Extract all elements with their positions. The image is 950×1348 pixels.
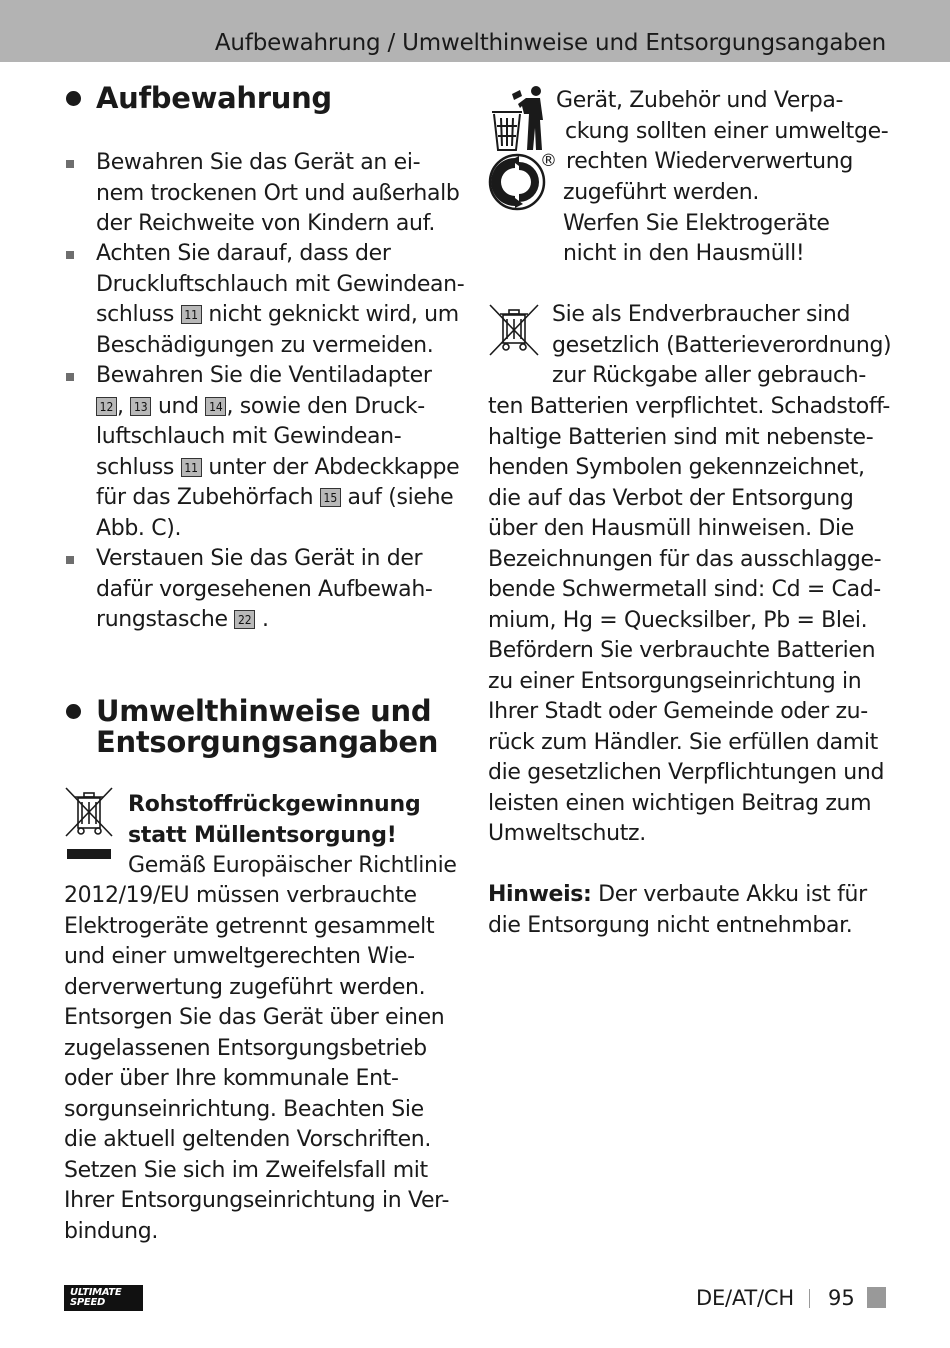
text-line: Druckluftschlauch mit Gewindean-	[96, 271, 465, 297]
square-bullet-icon	[66, 160, 74, 168]
text-line: nem trockenen Ort und außerhalb	[96, 180, 460, 206]
text-line: oder über Ihre kommunale Ent-	[64, 1066, 399, 1091]
battery-paragraph	[488, 392, 891, 850]
text-line: rück zum Händler. Sie erfüllen damit	[488, 729, 878, 755]
text-line	[96, 605, 476, 636]
text-line: Umweltschutz.	[488, 821, 646, 846]
battery-indented-lines	[552, 300, 891, 392]
text-line: haltige Batterien sind mit nebenste-	[488, 424, 874, 450]
text-line: Bewahren Sie das Gerät an ei-	[96, 150, 421, 175]
text-line: über den Hausmüll hinweisen. Die	[488, 516, 854, 541]
text-fragment: für das Zubehörfach	[96, 485, 314, 510]
text-line: Beschädigungen zu vermeiden.	[96, 332, 434, 358]
text-fragment: nicht geknickt wird, um	[208, 302, 459, 327]
text-line: Befördern Sie verbrauchte Batterien	[488, 638, 876, 663]
text-line: Verstauen Sie das Gerät in der	[96, 546, 423, 571]
text-line: Achten Sie darauf, dass der	[96, 241, 391, 266]
text-line: statt Müllentsorgung!	[128, 822, 397, 848]
crossed-out-wheelie-bin-icon	[64, 786, 116, 862]
text-line: Gerät, Zubehör und Verpa-	[556, 88, 844, 113]
section-title-text: Entsorgungsangaben	[96, 725, 439, 759]
text-fragment: , sowie den Druck-	[226, 393, 425, 419]
list-item	[96, 148, 476, 240]
text-line: Gemäß Europäischer Richtlinie	[128, 853, 457, 878]
recycle-line	[565, 117, 888, 148]
text-line: gesetzlich (Batterieverordnung)	[552, 332, 892, 358]
note-paragraph	[488, 880, 867, 941]
text-fragment: rungstasche	[96, 607, 228, 632]
text-line: Abb. C).	[96, 515, 182, 541]
text-line: Rohstoffrückgewinnung	[128, 792, 421, 817]
crossed-out-battery-bin-icon	[488, 303, 540, 357]
footer-divider	[809, 1289, 810, 1308]
text-line: die auf das Verbot der Entsorgung	[488, 485, 854, 511]
list-item	[96, 544, 476, 636]
tidyman-bin-icon	[490, 84, 546, 152]
bullet-dot-icon	[66, 91, 81, 106]
text-line: leisten einen wichtigen Beitrag zum	[488, 790, 872, 816]
part-reference-badge: 22	[234, 610, 255, 629]
list-item	[96, 239, 476, 361]
part-reference-badge: 15	[320, 488, 341, 507]
text-line	[96, 392, 476, 423]
section-title-umwelthinweise	[96, 696, 438, 758]
text-fragment: schluss	[96, 302, 175, 327]
green-dot-recycling-icon	[488, 152, 546, 212]
text-line: bindung.	[64, 1218, 159, 1244]
text-line: der Reichweite von Kindern auf.	[96, 211, 436, 236]
text-line: die Entsorgung nicht entnehmbar.	[488, 912, 853, 938]
text-line: 2012/19/EU müssen verbrauchte	[64, 883, 417, 908]
section-title-text: Umwelthinweise und	[96, 694, 432, 728]
text-line: zu einer Entsorgungseinrichtung in	[488, 668, 862, 694]
square-bullet-icon	[66, 556, 74, 564]
recycle-lines	[563, 178, 830, 270]
text-line: Werfen Sie Elektrogeräte	[563, 210, 830, 236]
bullet-dot-icon	[66, 704, 81, 719]
text-line: Ihrer Entsorgungseinrichtung in Ver-	[64, 1188, 450, 1213]
text-line	[96, 453, 476, 484]
text-line: ten Batterien verpflichtet. Schadstoff-	[488, 394, 891, 419]
footer-locale: DE/AT/CH	[695, 1286, 794, 1310]
part-reference-badge: 12	[96, 397, 117, 416]
weee-heading	[128, 790, 421, 851]
recycle-line	[566, 147, 853, 178]
text-line: henden Symbolen gekennzeichnet,	[488, 455, 865, 480]
text-fragment: Der verbaute Akku ist für	[598, 882, 867, 907]
recycle-line	[556, 86, 843, 117]
text-line: derverwertung zugeführt werden.	[64, 974, 426, 1000]
text-line: zugeführt werden.	[563, 180, 759, 205]
brand-logo	[64, 1285, 143, 1311]
text-line: sorgunseinrichtung. Beachten Sie	[64, 1096, 424, 1122]
text-fragment: .	[261, 607, 269, 632]
part-reference-badge: 11	[181, 305, 202, 324]
text-line: Entsorgen Sie das Gerät über einen	[64, 1005, 445, 1030]
brand-logo-text: ULTIMATE SPEED	[70, 1287, 122, 1308]
section-title-text: Aufbewahrung	[96, 81, 332, 115]
text-line	[488, 880, 867, 911]
text-line: Sie als Endverbraucher sind	[552, 302, 851, 327]
text-fragment: und	[157, 393, 199, 419]
text-line: luftschlauch mit Gewindean-	[96, 424, 402, 449]
page-number: 95	[828, 1286, 855, 1310]
weee-paragraph	[64, 881, 474, 1247]
footer-square-marker	[867, 1287, 886, 1308]
part-reference-badge: 13	[130, 397, 151, 416]
text-fragment: unter der Abdeckkappe	[208, 454, 460, 480]
weee-first-line	[128, 851, 457, 882]
text-line: die aktuell geltenden Vorschriften.	[64, 1127, 432, 1152]
note-label: Hinweis:	[488, 882, 592, 907]
text-line: nicht in den Hausmüll!	[563, 241, 805, 266]
text-line: die gesetzlichen Verpflichtungen und	[488, 760, 885, 785]
text-line: Bezeichnungen für das ausschlagge-	[488, 546, 882, 572]
list-item	[96, 361, 476, 544]
text-line	[96, 300, 476, 331]
section-title-aufbewahrung	[96, 83, 332, 114]
text-line: ckung sollten einer umweltge-	[565, 119, 889, 144]
text-line: rechten Wiederverwertung	[566, 149, 853, 174]
text-line	[96, 483, 476, 514]
text-fragment: auf (siehe	[347, 485, 454, 510]
text-line: bende Schwermetall sind: Cd = Cad-	[488, 577, 881, 602]
text-line: Elektrogeräte getrennt gesammelt	[64, 913, 435, 939]
text-line: zur Rückgabe aller gebrauch-	[552, 363, 866, 388]
registered-mark: ®	[540, 151, 557, 171]
square-bullet-icon	[66, 251, 74, 259]
text-line: mium, Hg = Quecksilber, Pb = Blei.	[488, 607, 868, 633]
text-line: dafür vorgesehenen Aufbewah-	[96, 576, 433, 602]
text-line: und einer umweltgerechten Wie-	[64, 944, 415, 969]
page-header-title: Aufbewahrung / Umwelthinweise und Entsorgungsangaben	[214, 30, 886, 56]
part-reference-badge: 11	[181, 458, 202, 477]
text-line: Setzen Sie sich im Zweifelsfall mit	[64, 1157, 428, 1183]
text-fragment: ,	[117, 393, 124, 419]
text-line: zugelassenen Entsorgungsbetrieb	[64, 1035, 427, 1061]
text-fragment: schluss	[96, 454, 175, 480]
text-line: Ihrer Stadt oder Gemeinde oder zu-	[488, 699, 868, 724]
part-reference-badge: 14	[205, 397, 226, 416]
text-line: Bewahren Sie die Ventiladapter	[96, 363, 432, 388]
square-bullet-icon	[66, 373, 74, 381]
